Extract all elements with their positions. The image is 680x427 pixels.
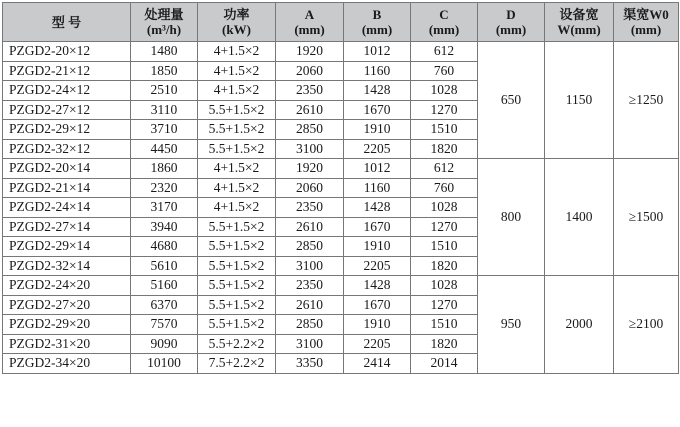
cell-a: 2850 <box>276 315 344 335</box>
header-unit: (mm) <box>428 22 460 37</box>
header-label: 型 号 <box>51 14 82 30</box>
cell-model: PZGD2-27×12 <box>3 100 131 120</box>
cell-model: PZGD2-34×20 <box>3 354 131 374</box>
cell-b: 2205 <box>344 139 411 159</box>
cell-power: 5.5+1.5×2 <box>198 217 276 237</box>
cell-model: PZGD2-29×12 <box>3 120 131 140</box>
cell-b: 1160 <box>344 61 411 81</box>
cell-b: 1910 <box>344 315 411 335</box>
header-unit: (mm) <box>495 22 527 37</box>
spec-table-container <box>2 2 679 374</box>
cell-capacity: 9090 <box>131 334 198 354</box>
cell-power: 5.5+1.5×2 <box>198 276 276 296</box>
cell-model: PZGD2-24×14 <box>3 198 131 218</box>
cell-c: 1820 <box>411 334 478 354</box>
header-label: 功率 <box>223 7 250 22</box>
header-cell-model <box>3 3 131 42</box>
header-cell-channel-width <box>614 3 679 42</box>
header-cell-a <box>276 3 344 42</box>
cell-capacity: 5610 <box>131 256 198 276</box>
cell-capacity: 5160 <box>131 276 198 296</box>
header-label: D <box>506 7 516 22</box>
cell-model: PZGD2-32×12 <box>3 139 131 159</box>
cell-b: 1428 <box>344 198 411 218</box>
cell-power: 4+1.5×2 <box>198 178 276 198</box>
cell-b: 1012 <box>344 159 411 179</box>
cell-c: 1820 <box>411 256 478 276</box>
cell-capacity: 3710 <box>131 120 198 140</box>
header-label: 处理量 <box>144 7 184 22</box>
table-row <box>3 159 679 179</box>
cell-model: PZGD2-31×20 <box>3 334 131 354</box>
cell-power: 5.5+1.5×2 <box>198 256 276 276</box>
cell-c: 1510 <box>411 120 478 140</box>
cell-channel-width: ≥2100 <box>614 276 679 374</box>
cell-c: 1510 <box>411 315 478 335</box>
cell-width: 2000 <box>545 276 614 374</box>
cell-a: 2610 <box>276 295 344 315</box>
cell-a: 2350 <box>276 81 344 101</box>
header-unit: (kW) <box>222 22 251 37</box>
cell-c: 1510 <box>411 237 478 257</box>
cell-c: 1270 <box>411 100 478 120</box>
cell-c: 1270 <box>411 217 478 237</box>
cell-b: 2414 <box>344 354 411 374</box>
cell-capacity: 4680 <box>131 237 198 257</box>
cell-c: 1270 <box>411 295 478 315</box>
cell-c: 1028 <box>411 276 478 296</box>
cell-capacity: 1860 <box>131 159 198 179</box>
cell-a: 2060 <box>276 178 344 198</box>
cell-power: 4+1.5×2 <box>198 198 276 218</box>
cell-power: 4+1.5×2 <box>198 81 276 101</box>
cell-model: PZGD2-29×20 <box>3 315 131 335</box>
cell-a: 3100 <box>276 256 344 276</box>
cell-capacity: 1850 <box>131 61 198 81</box>
cell-power: 5.5+1.5×2 <box>198 120 276 140</box>
cell-channel-width: ≥1500 <box>614 159 679 276</box>
cell-c: 1028 <box>411 81 478 101</box>
cell-a: 2350 <box>276 198 344 218</box>
header-cell-width <box>545 3 614 42</box>
header-label: C <box>439 7 449 22</box>
cell-channel-width: ≥1250 <box>614 42 679 159</box>
cell-model: PZGD2-24×20 <box>3 276 131 296</box>
header-unit: W(mm) <box>557 22 601 37</box>
cell-a: 2610 <box>276 217 344 237</box>
cell-capacity: 3170 <box>131 198 198 218</box>
header-unit: (mm) <box>630 22 662 37</box>
cell-capacity: 3110 <box>131 100 198 120</box>
header-cell-capacity <box>131 3 198 42</box>
cell-b: 1670 <box>344 217 411 237</box>
cell-a: 3350 <box>276 354 344 374</box>
cell-c: 2014 <box>411 354 478 374</box>
cell-power: 5.5+1.5×2 <box>198 295 276 315</box>
table-row <box>3 42 679 62</box>
cell-c: 612 <box>411 159 478 179</box>
cell-b: 1670 <box>344 295 411 315</box>
table-row <box>3 276 679 296</box>
cell-model: PZGD2-21×14 <box>3 178 131 198</box>
cell-power: 5.5+1.5×2 <box>198 237 276 257</box>
cell-power: 5.5+1.5×2 <box>198 100 276 120</box>
cell-model: PZGD2-24×12 <box>3 81 131 101</box>
header-cell-power <box>198 3 276 42</box>
cell-c: 760 <box>411 61 478 81</box>
spec-table <box>2 2 679 374</box>
cell-capacity: 1480 <box>131 42 198 62</box>
cell-b: 1428 <box>344 81 411 101</box>
cell-a: 1920 <box>276 42 344 62</box>
cell-a: 3100 <box>276 334 344 354</box>
cell-b: 1428 <box>344 276 411 296</box>
header-label: B <box>372 7 382 22</box>
table-body <box>3 42 679 374</box>
cell-model: PZGD2-20×14 <box>3 159 131 179</box>
cell-power: 4+1.5×2 <box>198 159 276 179</box>
cell-b: 1670 <box>344 100 411 120</box>
cell-capacity: 10100 <box>131 354 198 374</box>
cell-capacity: 7570 <box>131 315 198 335</box>
cell-model: PZGD2-27×20 <box>3 295 131 315</box>
cell-power: 4+1.5×2 <box>198 61 276 81</box>
cell-a: 2850 <box>276 120 344 140</box>
cell-power: 7.5+2.2×2 <box>198 354 276 374</box>
cell-a: 2060 <box>276 61 344 81</box>
header-label: 设备宽 <box>559 7 599 22</box>
cell-b: 2205 <box>344 256 411 276</box>
header-label: A <box>304 7 315 22</box>
cell-b: 1012 <box>344 42 411 62</box>
cell-c: 612 <box>411 42 478 62</box>
cell-power: 5.5+2.2×2 <box>198 334 276 354</box>
header-unit: (mm) <box>294 22 325 37</box>
header-cell-c <box>411 3 478 42</box>
cell-model: PZGD2-32×14 <box>3 256 131 276</box>
cell-b: 1910 <box>344 237 411 257</box>
cell-a: 3100 <box>276 139 344 159</box>
cell-capacity: 2320 <box>131 178 198 198</box>
cell-model: PZGD2-20×12 <box>3 42 131 62</box>
cell-model: PZGD2-29×14 <box>3 237 131 257</box>
header-cell-b <box>344 3 411 42</box>
cell-capacity: 2510 <box>131 81 198 101</box>
cell-capacity: 3940 <box>131 217 198 237</box>
cell-power: 5.5+1.5×2 <box>198 315 276 335</box>
cell-b: 1910 <box>344 120 411 140</box>
header-unit: (m³/h) <box>146 22 182 37</box>
cell-width: 1400 <box>545 159 614 276</box>
cell-width: 1150 <box>545 42 614 159</box>
cell-a: 2350 <box>276 276 344 296</box>
cell-capacity: 4450 <box>131 139 198 159</box>
header-unit: (mm) <box>361 22 393 37</box>
cell-b: 2205 <box>344 334 411 354</box>
cell-b: 1160 <box>344 178 411 198</box>
cell-d: 950 <box>478 276 545 374</box>
header-row <box>3 3 679 42</box>
cell-power: 5.5+1.5×2 <box>198 139 276 159</box>
cell-c: 1820 <box>411 139 478 159</box>
cell-a: 1920 <box>276 159 344 179</box>
cell-capacity: 6370 <box>131 295 198 315</box>
cell-model: PZGD2-27×14 <box>3 217 131 237</box>
header-cell-d <box>478 3 545 42</box>
cell-a: 2610 <box>276 100 344 120</box>
cell-d: 800 <box>478 159 545 276</box>
cell-a: 2850 <box>276 237 344 257</box>
cell-c: 760 <box>411 178 478 198</box>
cell-d: 650 <box>478 42 545 159</box>
cell-model: PZGD2-21×12 <box>3 61 131 81</box>
header-label: 渠宽W0 <box>623 7 669 22</box>
cell-power: 4+1.5×2 <box>198 42 276 62</box>
cell-c: 1028 <box>411 198 478 218</box>
